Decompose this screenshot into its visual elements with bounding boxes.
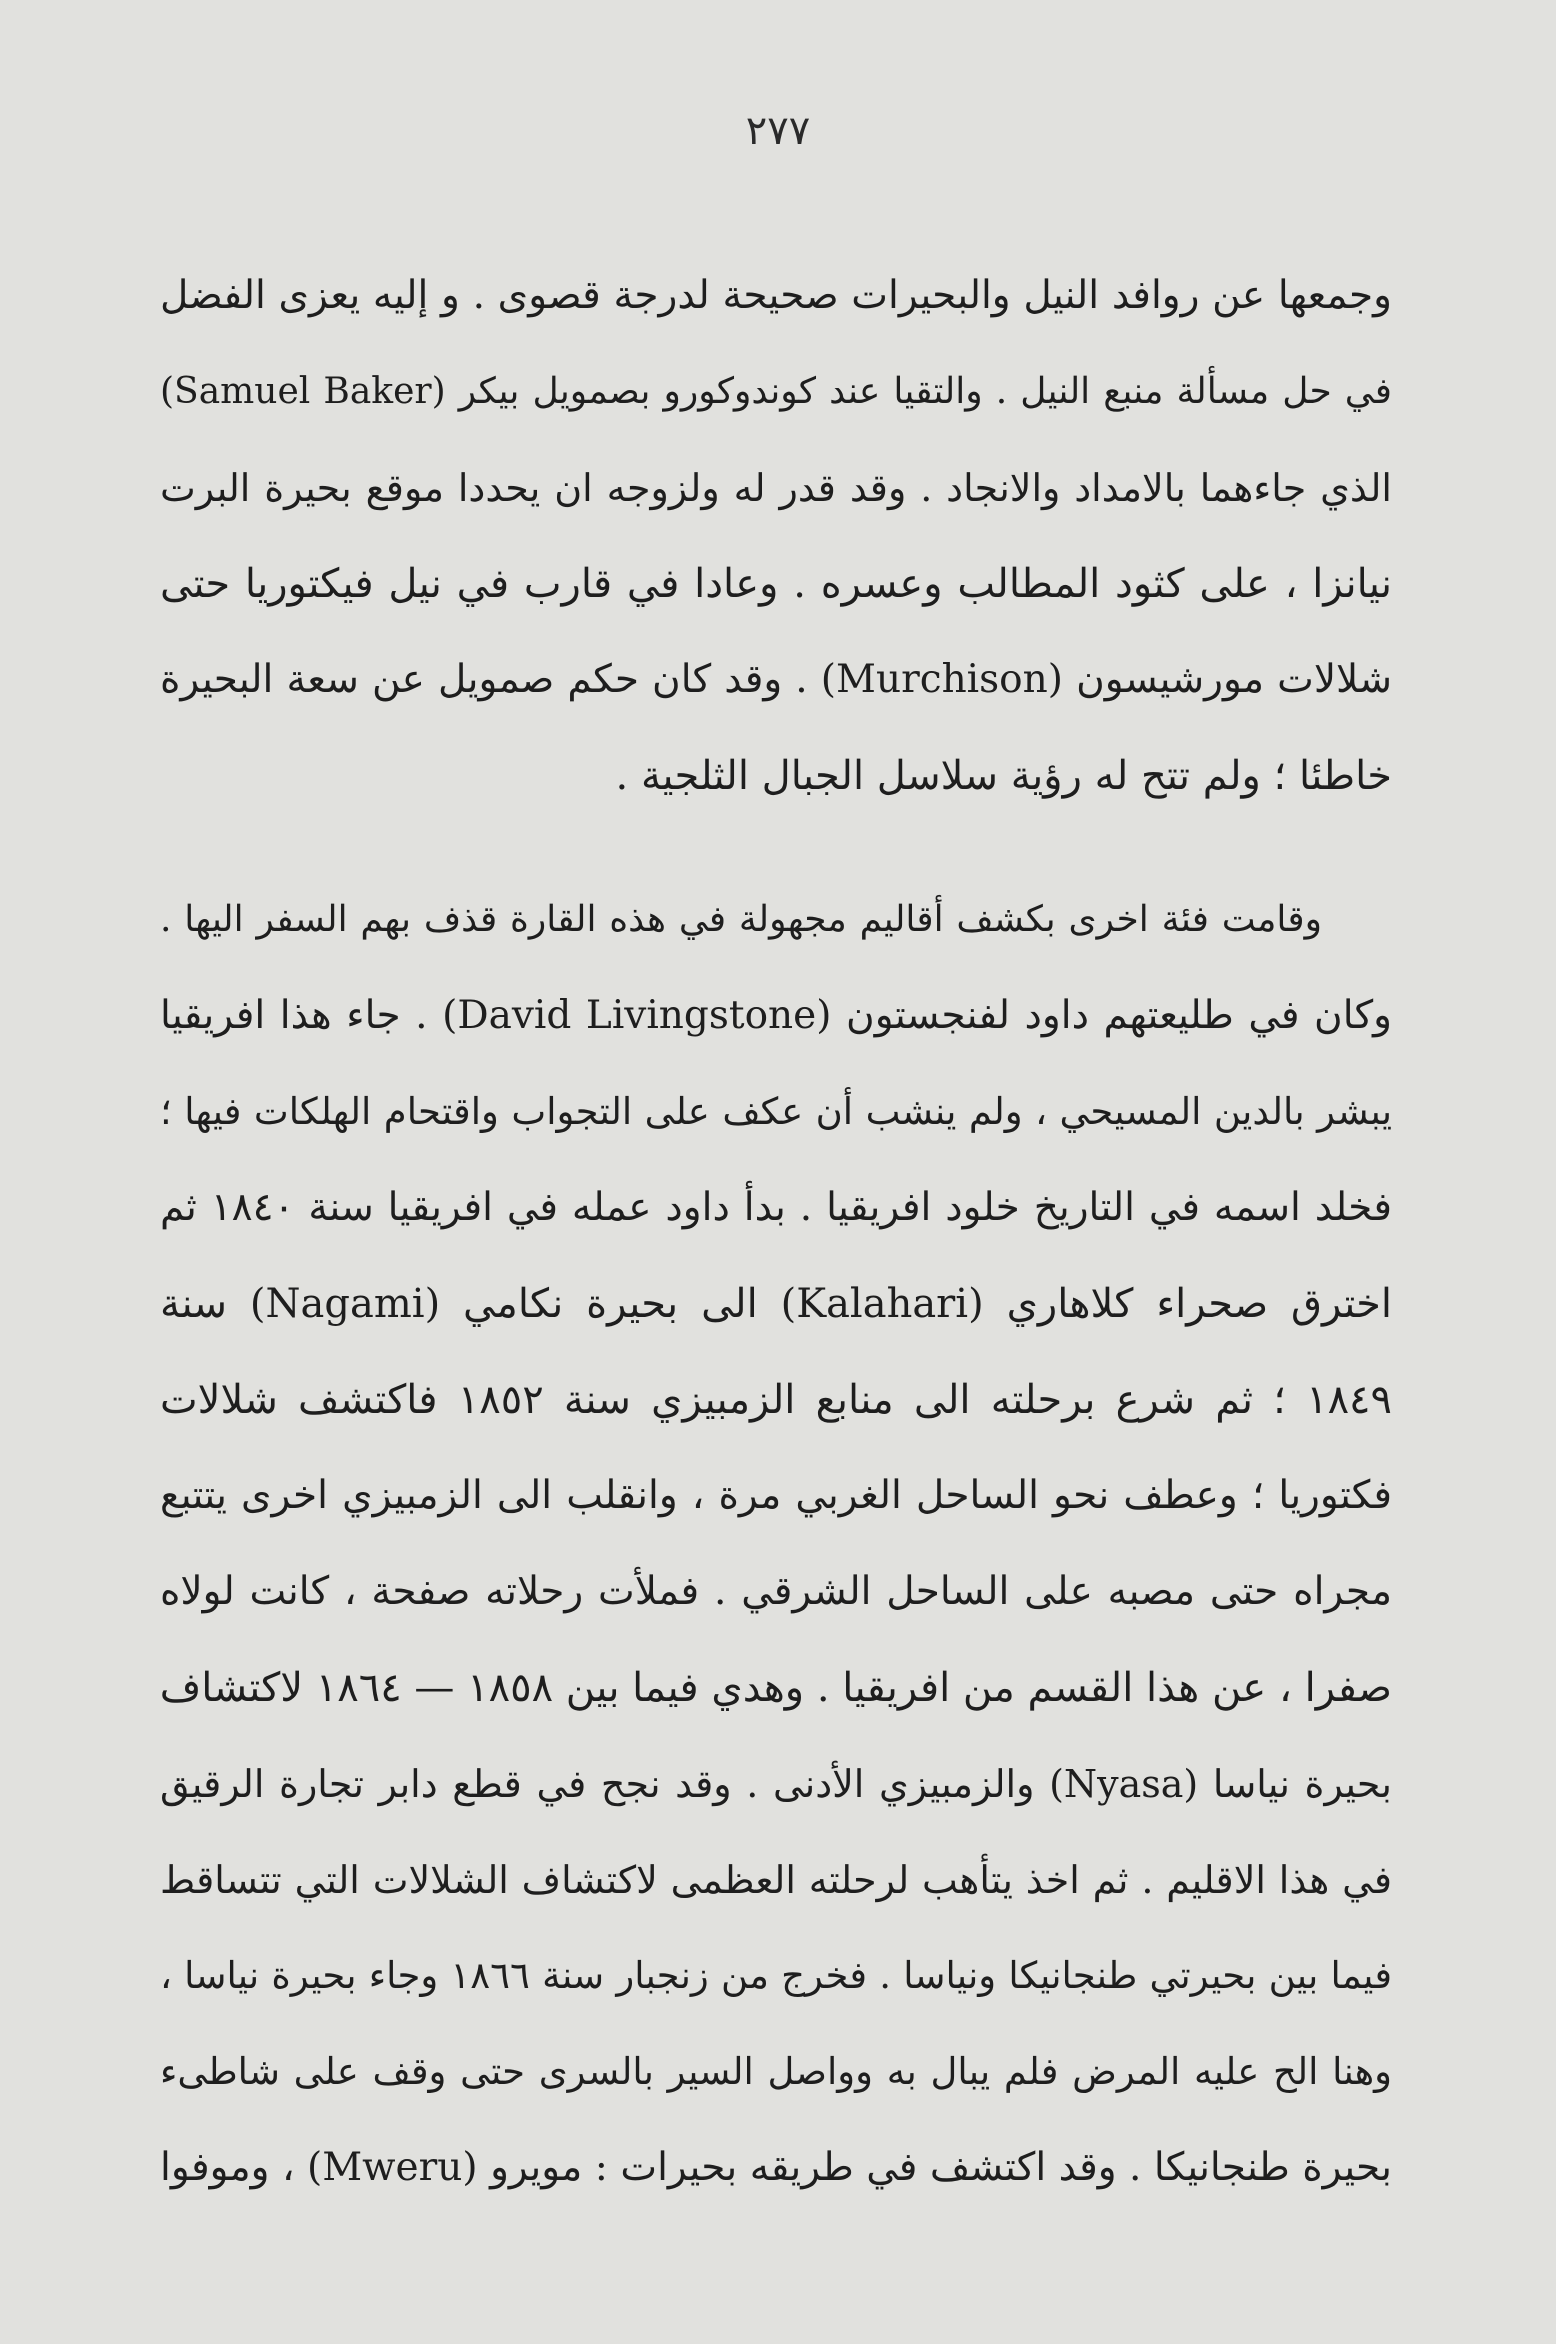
text-line: صفرا ، عن هذا القسم من افريقيا . وهدي فيما بين ١٨٥٨ — ١٨٦٤ لاكتشاف [160, 1665, 1392, 1711]
page-number: ٢٧٧ [745, 108, 811, 154]
text-line: اخترق صحراء كلاهاري (Kalahari) الى بحيرة نكامي (Nagami) سنة [160, 1281, 1392, 1327]
text-line: بحيرة طنجانيكا . وقد اكتشف في طريقه بحيرات : مويرو (Mweru) ، وموفوا [160, 2145, 1392, 2190]
text-line: يبشر بالدين المسيحي ، ولم ينشب أن عكف على التجواب واقتحام الهلكات فيها ؛ [160, 1090, 1392, 1133]
text-line: وقامت فئة اخرى بكشف أقاليم مجهولة في هذه القارة قذف بهم السفر اليها . [160, 899, 1322, 940]
text-line: فخلد اسمه في التاريخ خلود افريقيا . بدأ داود عمله في افريقيا سنة ١٨٤٠ ثم [160, 1185, 1392, 1230]
paragraph-1 [160, 248, 1392, 824]
text-line: ١٨٤٩ ؛ ثم شرع برحلته الى منابع الزمبيزي سنة ١٨٥٢ فاكتشف شلالات [160, 1377, 1392, 1423]
text-line: فكتوريا ؛ وعطف نحو الساحل الغربي مرة ، وانقلب الى الزمبيزي اخرى يتتبع [160, 1473, 1392, 1518]
text-line: نيانزا ، على كثود المطالب وعسره . وعادا في قارب في نيل فيكتوريا حتى [160, 561, 1392, 607]
text-line: بحيرة نياسا (Nyasa) والزمبيزي الأدنى . وقد نجح في قطع دابر تجارة الرقيق [160, 1762, 1392, 1806]
text-line: في هذا الاقليم . ثم اخذ يتأهب لرحلته العظمى لاكتشاف الشلالات التي تتساقط [160, 1858, 1392, 1902]
text-line: فيما بين بحيرتي طنجانيكا ونياسا . فخرج من زنجبار سنة ١٨٦٦ وجاء بحيرة نياسا ، [160, 1954, 1392, 1997]
text-line: وكان في طليعتهم داود لفنجستون (David Livingstone) . جاء هذا افريقيا [160, 993, 1392, 1038]
text-line: في حل مسألة منبع النيل . والتقيا عند كوندوكورو بصمويل بيكر (Samuel Baker) [160, 371, 1392, 412]
text-line: شلالات مورشيسون (Murchison) . وقد كان حكم صمويل عن سعة البحيرة [160, 657, 1392, 702]
text-line: وهنا الح عليه المرض فلم يبال به وواصل السير بالسرى حتى وقف على شاطىء [160, 2050, 1392, 2093]
text-line: خاطئا ؛ ولم تتح له رؤية سلاسل الجبال الثلجية . [615, 753, 1392, 799]
text-line: الذي جاءهما بالامداد والانجاد . وقد قدر له ولزوجه ان يحددا موقع بحيرة البرت [160, 466, 1392, 510]
text-line: وجمعها عن روافد النيل والبحيرات صحيحة لدرجة قصوى . و إليه يعزى الفضل [160, 273, 1392, 318]
paragraph-2 [160, 872, 1392, 2216]
text-line: مجراه حتى مصبه على الساحل الشرقي . فملأت رحلاته صفحة ، كانت لولاه [160, 1569, 1392, 1614]
